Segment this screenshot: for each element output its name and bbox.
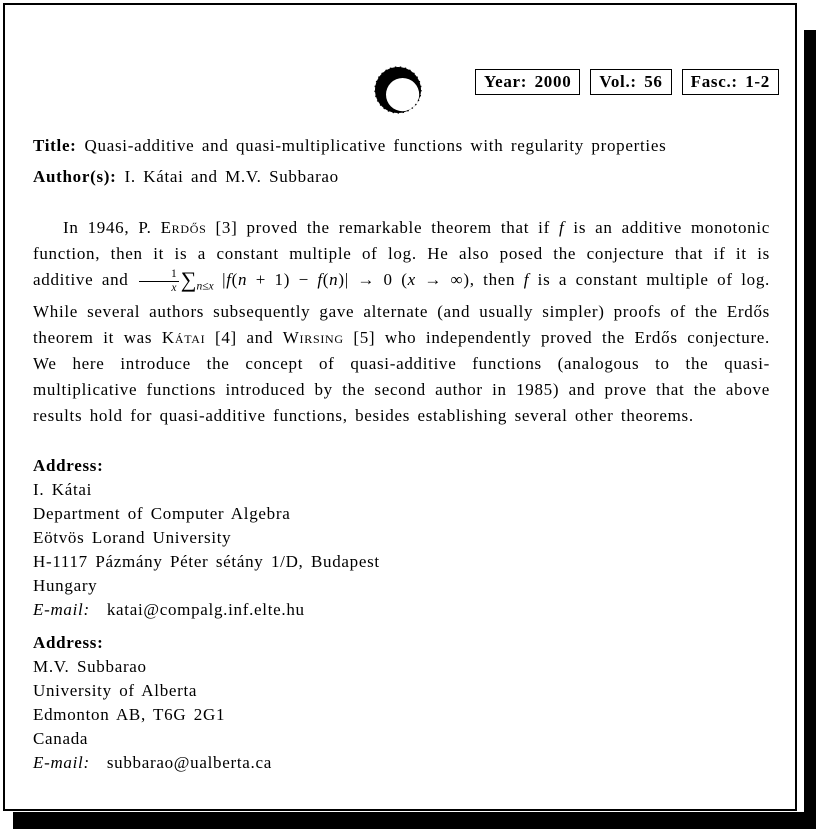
fraction-one-over-x: $\frac{1}{x}$ — [139, 268, 179, 295]
badge-year: Year: 2000 — [475, 69, 580, 95]
summation-operator: ∑ — [180, 267, 197, 292]
abstract-text-segment: | — [213, 270, 227, 289]
abstract-text-segment: n — [329, 270, 339, 289]
page-shadow-bottom — [13, 812, 816, 829]
email-line — [33, 751, 770, 775]
address-line: Edmonton AB, T6G 2G1 — [33, 705, 226, 725]
abstract-paragraph — [33, 215, 770, 429]
paper-title: Quasi-additive and quasi-multiplicative functions with regularity properties — [84, 136, 667, 155]
abstract-text-segment: ( — [322, 270, 330, 289]
abstract-text-segment: Wirsing — [282, 328, 344, 348]
authors-label: Author(s): — [33, 167, 117, 186]
title-author-block — [33, 130, 770, 192]
address-label: Address: — [33, 633, 104, 653]
title-label: Title: — [33, 136, 77, 155]
title-line — [33, 130, 770, 161]
address-line: M.V. Subbarao — [33, 657, 147, 677]
abstract-text-segment: [4] and — [205, 328, 283, 348]
badge-volume: Vol.: 56 — [590, 69, 671, 95]
abstract-text-segment: f — [317, 270, 323, 289]
abstract-text-segment: [5] who independently proved the Erdős conjecture. We here introduce the concept of quasi-additive functions (analogous to the quasi-multiplicative functions introduced by the second author in 1985) and prove that the above results hold for quasi-additive functions, besides establishing several other theorems. — [33, 328, 770, 426]
address-line: University of Alberta — [33, 681, 198, 701]
address-block-subbarao — [33, 631, 770, 775]
badge-fascicle: Fasc.: 1-2 — [682, 69, 779, 95]
paper-authors: I. Kátai and M.V. Subbarao — [124, 167, 339, 186]
abstract-text-segment: x — [407, 270, 416, 289]
abstract-text-segment: In 1946, P. — [63, 218, 161, 237]
address-line: I. Kátai — [33, 480, 93, 500]
abstract-text-segment: [3] proved the remarkable theorem that if — [206, 218, 559, 237]
abstract-text-segment: + 1) − — [247, 270, 318, 289]
abstract-text-segment: f — [523, 270, 530, 289]
abstract-text-segment: → ∞), then — [415, 270, 524, 289]
email-label: E-mail: — [33, 753, 90, 773]
abstract-text-segment: Erdős — [160, 218, 207, 237]
address-line: Canada — [33, 729, 89, 749]
abstract-text-segment: is an additive monotonic function, then it is a constant multiple of log. He also posed the conjecture that if it is additive and — [33, 218, 771, 289]
abstract-text-segment: )| → 0 ( — [338, 270, 408, 289]
authors-line — [33, 161, 770, 192]
page-shadow-right — [804, 30, 816, 829]
address-label: Address: — [33, 456, 104, 476]
email-address: subbarao@ualberta.ca — [106, 753, 272, 773]
abstract-text-segment: n — [238, 270, 248, 289]
abstract-text-segment: ( — [231, 270, 239, 289]
address-line: Eötvös Lorand University — [33, 528, 232, 548]
issue-badges — [475, 69, 779, 95]
address-line: Hungary — [33, 576, 98, 596]
address-lines — [33, 478, 770, 598]
crescent-moon-logo-icon — [373, 64, 423, 118]
address-block-katai — [33, 454, 770, 622]
summation-subscript: n≤x — [196, 280, 214, 293]
address-lines — [33, 655, 770, 751]
email-address: katai@compalg.inf.elte.hu — [106, 600, 305, 620]
page-content — [5, 64, 795, 775]
email-label: E-mail: — [33, 600, 90, 620]
abstract-text-segment: f — [558, 218, 565, 237]
document-page — [3, 3, 797, 811]
page-header — [33, 64, 779, 118]
abstract-text-segment: is a constant multiple of log. While several authors subsequently gave alternate (and usually simpler) proofs of the Erdős theorem it was — [33, 270, 770, 348]
email-line — [33, 598, 770, 622]
address-line: H-1117 Pázmány Péter sétány 1/D, Budapest — [33, 552, 380, 572]
abstract-text-segment: Kátai — [161, 328, 206, 348]
abstract-text-segment: f — [226, 270, 232, 289]
address-line: Department of Computer Algebra — [33, 504, 291, 524]
